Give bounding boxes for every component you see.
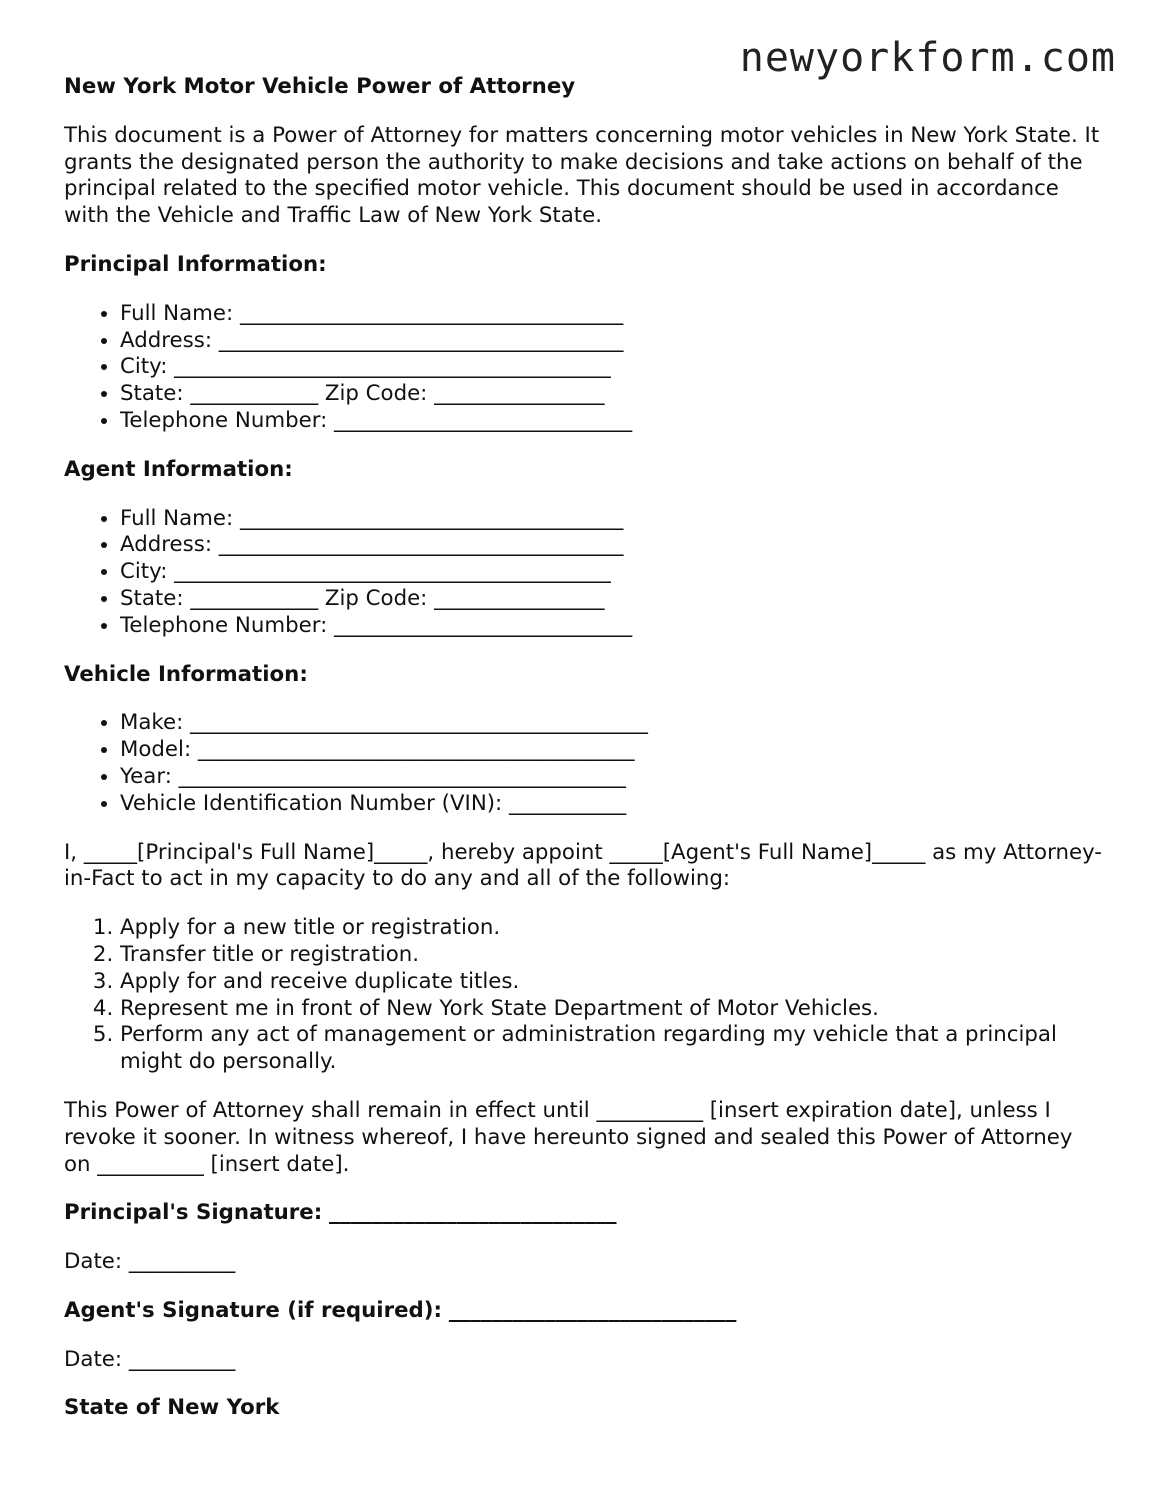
site-watermark: newyorkform.com [739, 35, 1116, 81]
power-item: 5. Perform any act of management or administration regarding my vehicle that a principal might do personally. [120, 1022, 1104, 1076]
principal-state-zip-field: • State: ____________ Zip Code: ________________ [120, 381, 1104, 408]
principal-information-heading: Principal Information: [64, 251, 327, 277]
principal-telephone-field: • Telephone Number: ____________________________ [120, 408, 1104, 435]
principal-full-name-field: • Full Name: ____________________________________ [120, 301, 1104, 328]
state-heading: State of New York [64, 1395, 280, 1421]
principal-signature-blank: ___________________________ [329, 1200, 617, 1226]
agent-information-heading: Agent Information: [64, 456, 293, 482]
agent-signature-label: Agent's Signature (if required): [64, 1297, 443, 1323]
vehicle-make-field: • Make: ___________________________________________ [120, 710, 1104, 737]
vehicle-information-heading: Vehicle Information: [64, 661, 308, 687]
vehicle-model-field: • Model: _________________________________________ [120, 737, 1104, 764]
agent-address-field: • Address: ______________________________________ [120, 532, 1104, 559]
vehicle-vin-field: • Vehicle Identification Number (VIN): ___________ [120, 791, 1104, 818]
agent-city-field: • City: _________________________________________ [120, 559, 1104, 586]
agent-full-name-field: • Full Name: ____________________________________ [120, 506, 1104, 533]
effect-paragraph: This Power of Attorney shall remain in effect until __________ [insert expiration date], unless I revoke it sooner. In witness whereof, I have hereunto signed and sealed this Power of Attorney on __________ [insert date]. [64, 1097, 1073, 1177]
principal-fields-list [64, 301, 1104, 435]
principal-address-field: • Address: ______________________________________ [120, 328, 1104, 355]
agent-telephone-field: • Telephone Number: ____________________________ [120, 613, 1104, 640]
principal-date-line: Date: __________ [64, 1249, 236, 1275]
intro-paragraph: This document is a Power of Attorney for matters concerning motor vehicles in New York State. It grants the designated person the authority to make decisions and take actions on behalf of the principal related to the specified motor vehicle. This document should be used in accordance with the Vehicle and Traffic Law of New York State. [64, 122, 1100, 229]
vehicle-fields-list [64, 710, 1104, 817]
power-item: 2. Transfer title or registration. [120, 942, 1104, 969]
power-item: 3. Apply for and receive duplicate titles. [120, 969, 1104, 996]
principal-signature-line [64, 1200, 1104, 1227]
principal-signature-label: Principal's Signature: [64, 1200, 323, 1226]
power-item: 1. Apply for a new title or registration. [120, 915, 1104, 942]
appointment-paragraph: I, _____[Principal's Full Name]_____, hereby appoint _____[Agent's Full Name]_____ as my Attorney-in-Fact to act in my capacity to do any and all of the following: [64, 839, 1102, 892]
principal-city-field: • City: _________________________________________ [120, 354, 1104, 381]
agent-state-zip-field: • State: ____________ Zip Code: ________________ [120, 586, 1104, 613]
agent-signature-line [64, 1298, 1104, 1325]
powers-list [64, 915, 1104, 1076]
agent-date-line: Date: __________ [64, 1346, 236, 1372]
agent-fields-list [64, 506, 1104, 640]
document-body [64, 74, 1104, 1422]
power-item: 4. Represent me in front of New York State Department of Motor Vehicles. [120, 996, 1104, 1023]
agent-signature-blank: ___________________________ [448, 1297, 737, 1323]
vehicle-year-field: • Year: __________________________________________ [120, 764, 1104, 791]
document-title: New York Motor Vehicle Power of Attorney [64, 74, 576, 99]
